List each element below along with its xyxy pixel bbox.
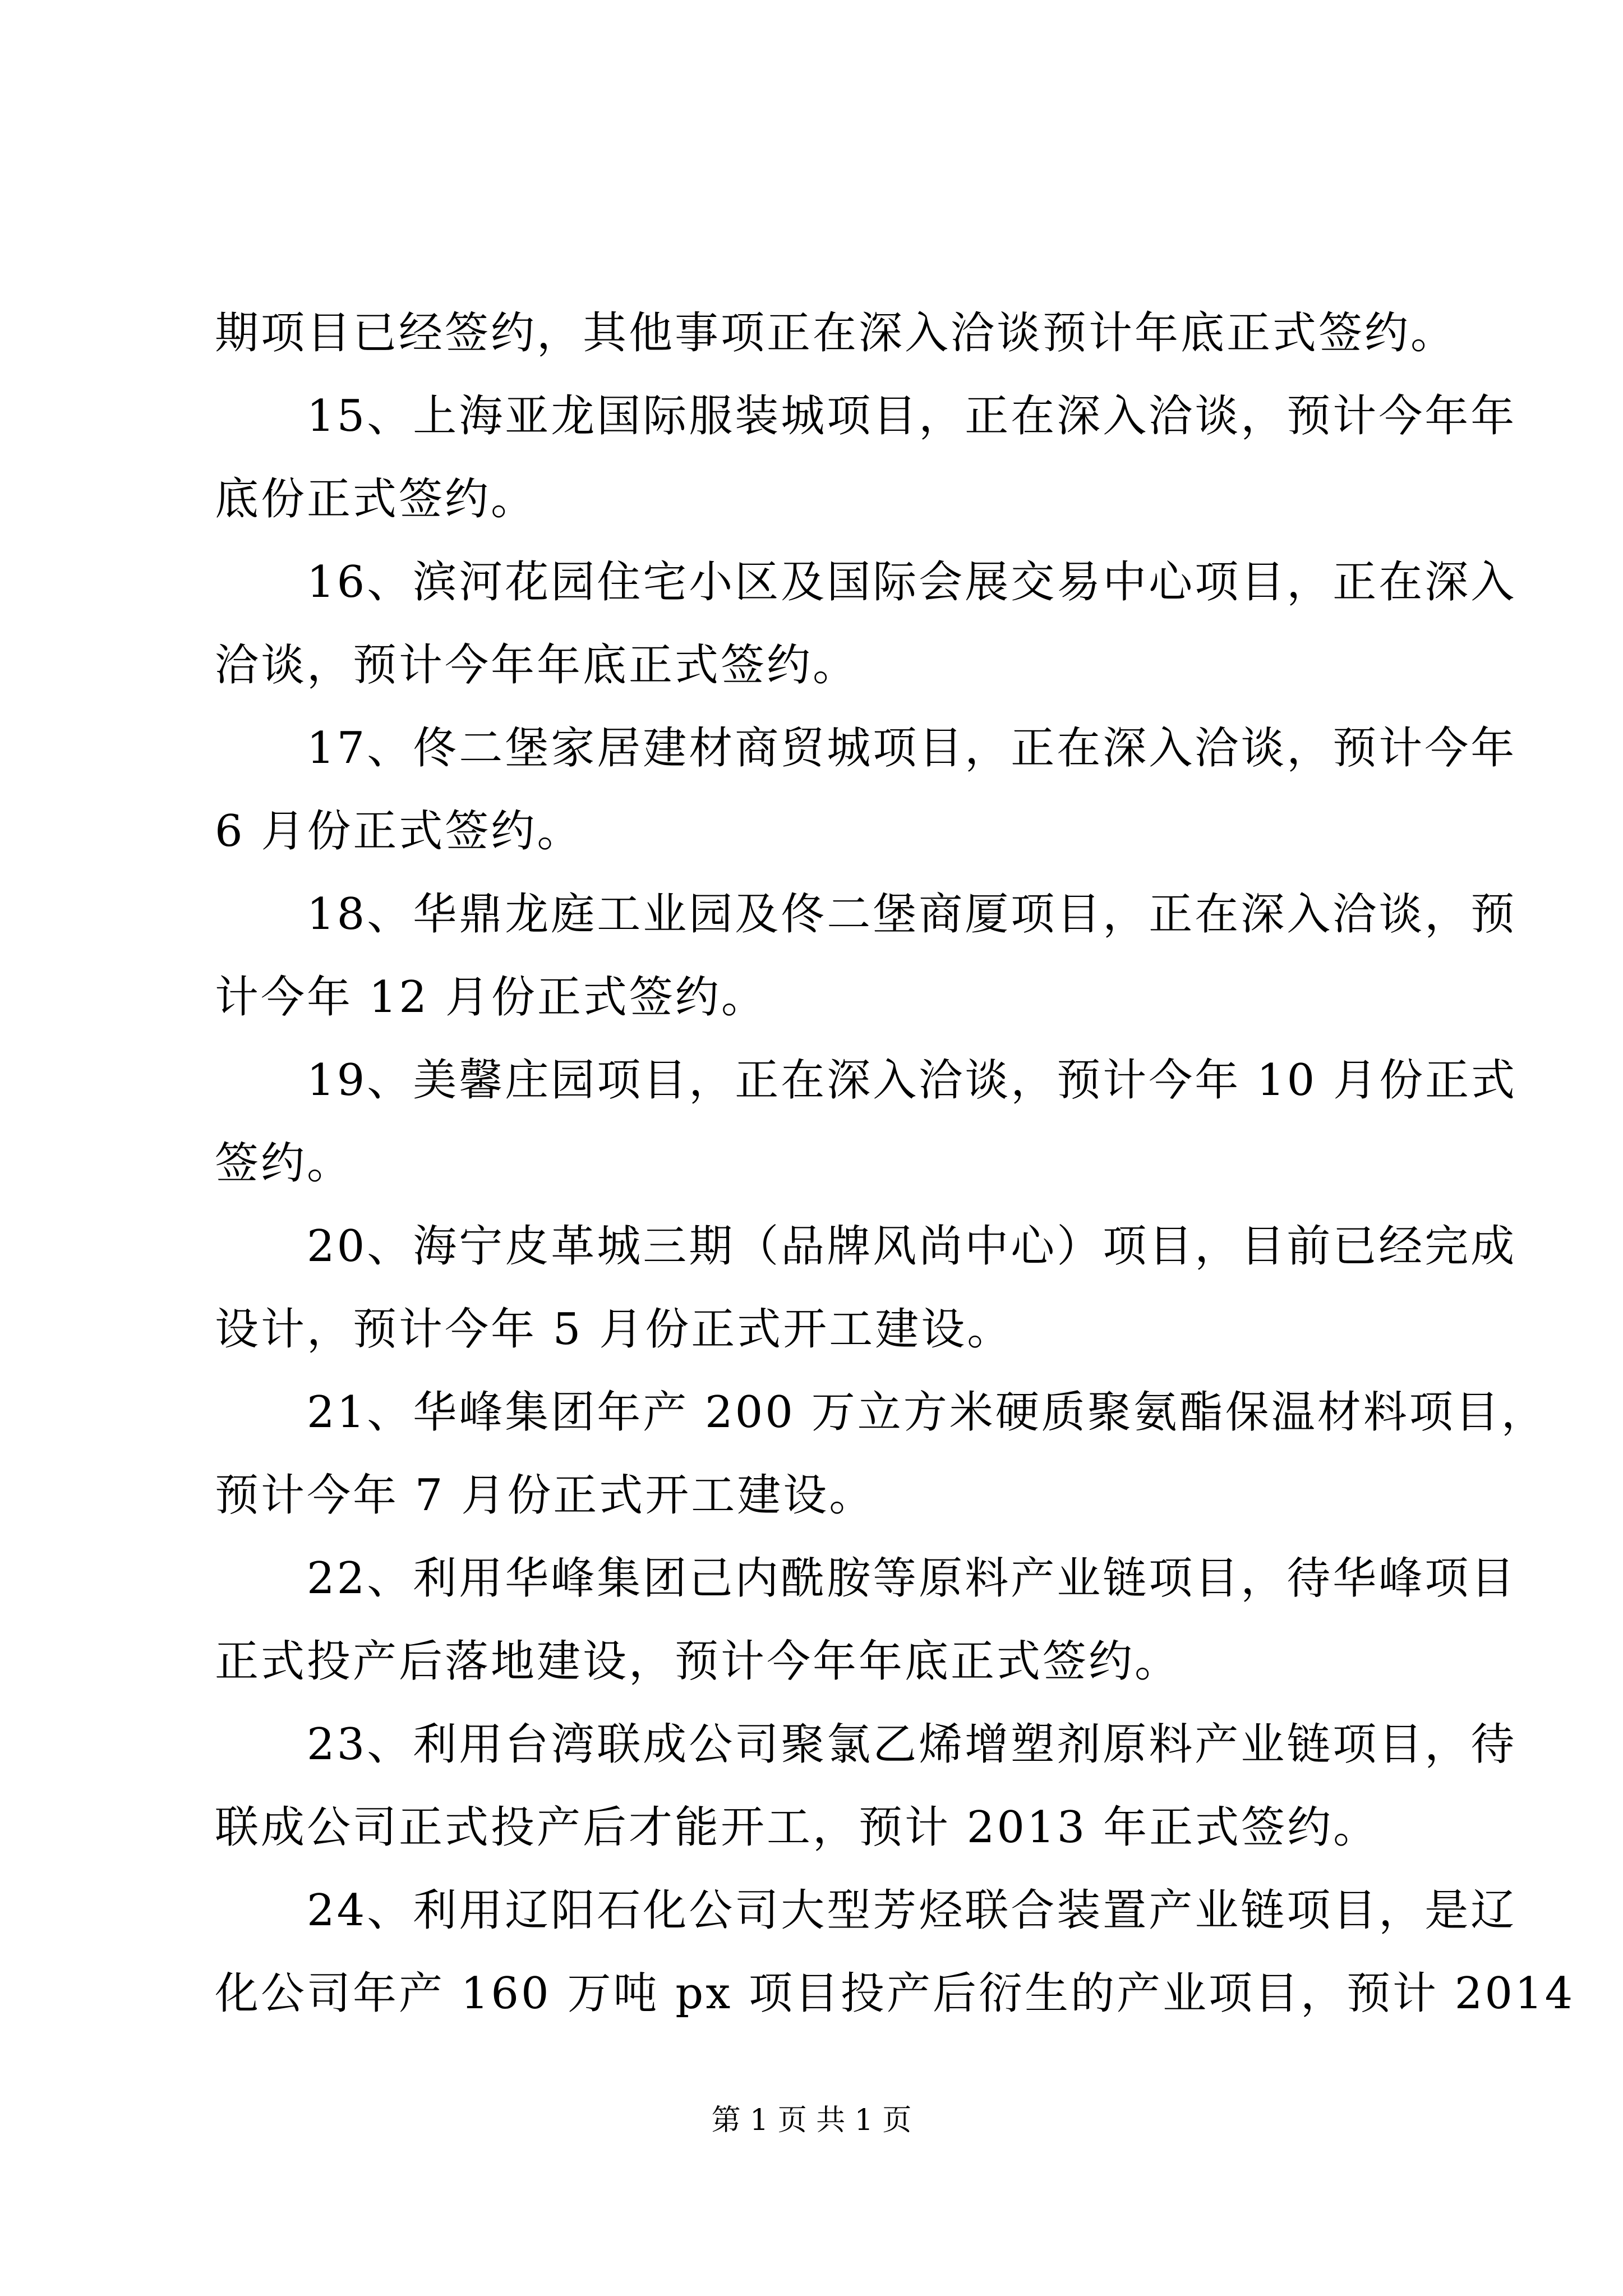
- text-line: 计今年 12 月份正式签约。: [215, 972, 767, 1023]
- text-line: 洽谈，预计今年年底正式签约。: [215, 640, 859, 691]
- text-line: 正式投产后落地建设，预计今年年底正式签约。: [215, 1636, 1181, 1687]
- page-footer: 第 1 页 共 1 页: [711, 2104, 912, 2137]
- text-line: 23、利用台湾联成公司聚氯乙烯增塑剂原料产业链项目，待: [307, 1719, 1517, 1770]
- text-line: 20、海宁皮革城三期（品牌风尚中心）项目，目前已经完成: [307, 1221, 1517, 1272]
- text-line: 联成公司正式投产后才能开工，预计 2013 年正式签约。: [215, 1802, 1380, 1853]
- text-line: 22、利用华峰集团己内酰胺等原料产业链项目，待华峰项目: [307, 1553, 1517, 1604]
- text-line: 期项目已经签约，其他事项正在深入洽谈预计年底正式签约。: [215, 308, 1457, 358]
- text-line: 底份正式签约。: [215, 474, 537, 524]
- text-line: 设计，预计今年 5 月份正式开工建设。: [215, 1304, 1013, 1355]
- text-line: 化公司年产 160 万吨 px 项目投产后衍生的产业项目，预计 2014: [215, 1968, 1575, 2019]
- text-line: 21、华峰集团年产 200 万立方米硬质聚氨酯保温材料项目，: [307, 1387, 1547, 1438]
- text-line: 18、华鼎龙庭工业园及佟二堡商厦项目，正在深入洽谈，预: [307, 889, 1517, 940]
- text-line: 6 月份正式签约。: [215, 806, 583, 857]
- text-line: 签约。: [215, 1138, 353, 1189]
- text-line: 预计今年 7 月份正式开工建设。: [215, 1470, 875, 1521]
- text-line: 15、上海亚龙国际服装城项目，正在深入洽谈，预计今年年: [307, 391, 1517, 441]
- document-body: [215, 292, 1575, 2035]
- text-line: 19、美馨庄园项目，正在深入洽谈，预计今年 10 月份正式: [307, 1055, 1518, 1106]
- text-line: 24、利用辽阳石化公司大型芳烃联合装置产业链项目，是辽: [307, 1885, 1517, 1936]
- text-line: 17、佟二堡家居建材商贸城项目，正在深入洽谈，预计今年: [307, 723, 1517, 774]
- text-line: 16、滨河花园住宅小区及国际会展交易中心项目，正在深入: [307, 557, 1517, 608]
